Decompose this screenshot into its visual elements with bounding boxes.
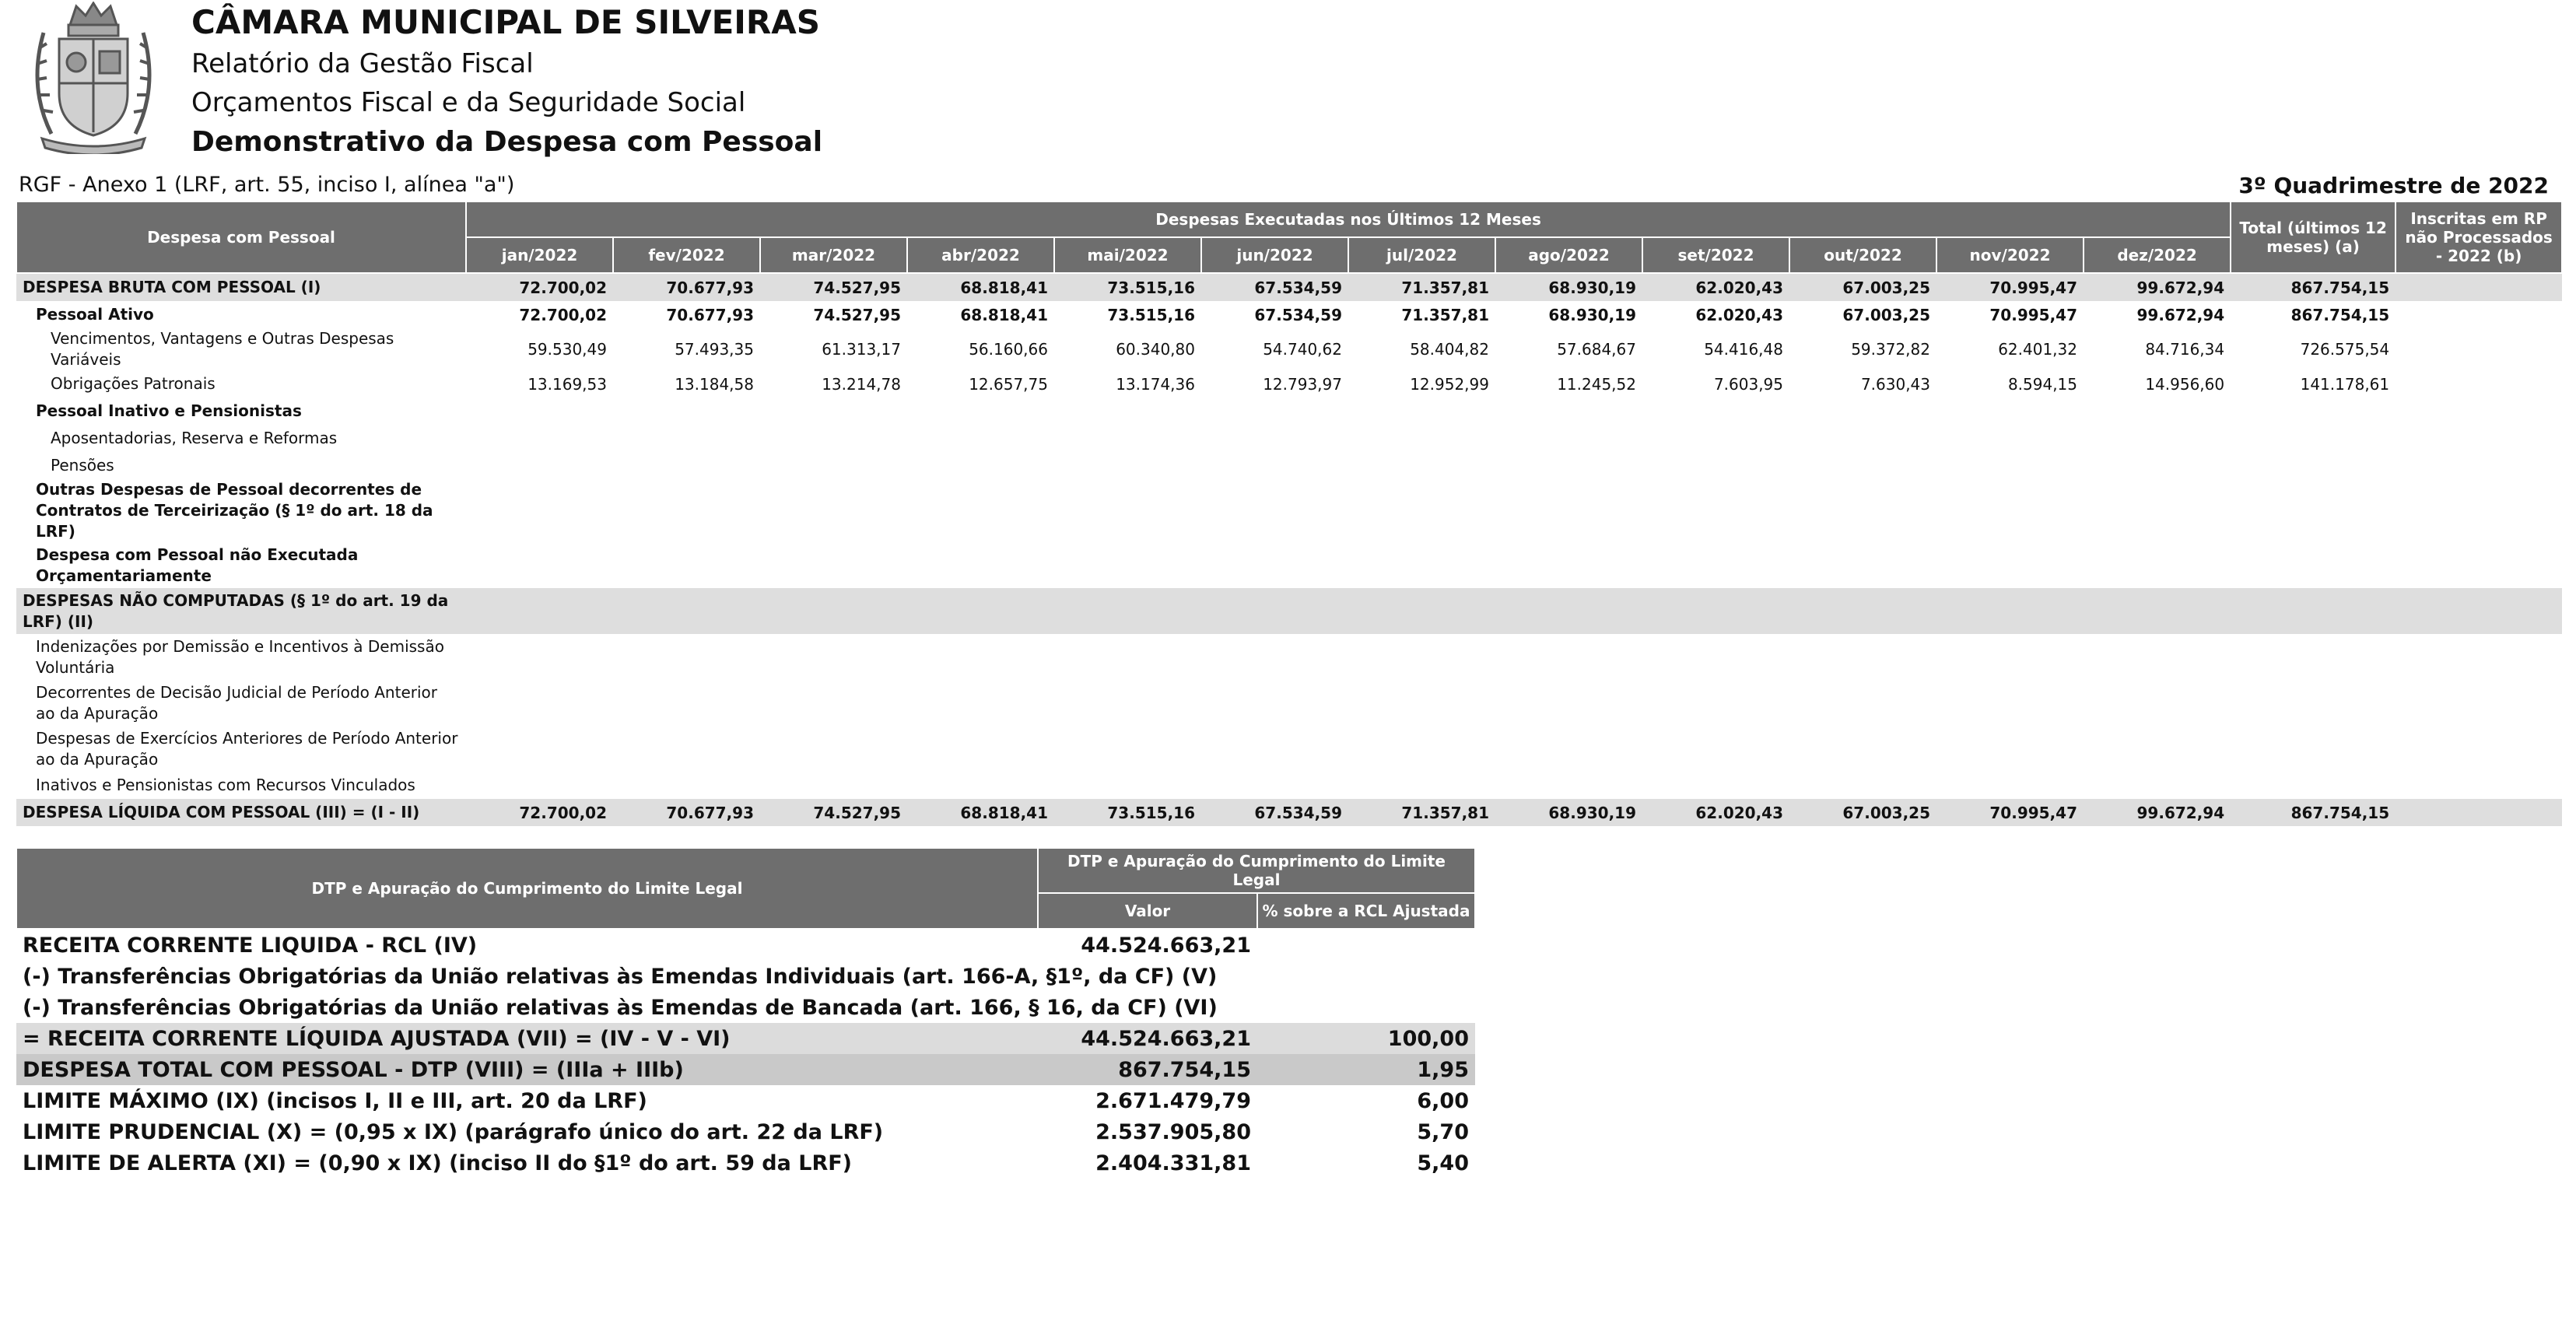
- rp-value: [2396, 398, 2562, 425]
- month-value: [1348, 398, 1495, 425]
- month-value: [1054, 634, 1201, 680]
- month-value: [1789, 680, 1936, 726]
- row-label: Outras Despesas de Pessoal decorrentes de Contratos de Terceirização (§ 1º do art. 18 da LRF): [36, 480, 433, 541]
- month-value: 72.700,02: [519, 305, 607, 324]
- month-value: [760, 425, 907, 452]
- month-value: [2084, 452, 2231, 479]
- month-value: 8.594,15: [2007, 374, 2077, 394]
- valor-value: 867.754,15: [1038, 1054, 1257, 1085]
- month-value: [613, 479, 760, 542]
- month-value: 59.530,49: [527, 340, 607, 359]
- month-value: [1348, 680, 1495, 726]
- rp-value: [2396, 588, 2562, 634]
- month-value: [1201, 452, 1348, 479]
- month-header: jun/2022: [1201, 237, 1348, 273]
- total-value: 141.178,61: [2300, 374, 2390, 394]
- month-value: 70.677,93: [666, 305, 754, 324]
- page-title: CÂMARA MUNICIPAL DE SILVEIRAS: [191, 3, 820, 41]
- month-value: 67.534,59: [1201, 799, 1348, 826]
- month-value: [1789, 398, 1936, 425]
- month-value: 70.677,93: [613, 273, 760, 301]
- month-header: set/2022: [1642, 237, 1789, 273]
- month-header: abr/2022: [907, 237, 1054, 273]
- month-value: [760, 542, 907, 588]
- total-value: [2231, 452, 2396, 479]
- valor-value: 2.537.905,80: [1095, 1119, 1251, 1144]
- month-value: [2084, 542, 2231, 588]
- month-header: dez/2022: [2084, 237, 2231, 273]
- table-row: [16, 452, 2562, 479]
- month-value: [1348, 479, 1495, 542]
- header-dtp-group: DTP e Apuração do Cumprimento do Limite Legal: [1038, 848, 1475, 893]
- month-value: [1789, 588, 1936, 634]
- month-value: [613, 680, 760, 726]
- month-value: 54.740,62: [1263, 340, 1342, 359]
- month-value: [1054, 542, 1201, 588]
- month-value: [1495, 772, 1642, 799]
- month-value: 74.527,95: [813, 305, 901, 324]
- month-value: 99.672,94: [2136, 305, 2225, 324]
- month-value: 67.534,59: [1254, 305, 1342, 324]
- month-value: [1348, 772, 1495, 799]
- month-value: 99.672,94: [2084, 799, 2231, 826]
- month-value: [1642, 772, 1789, 799]
- total-value: [2231, 772, 2396, 799]
- total-value: 867.754,15: [2231, 799, 2396, 826]
- month-value: 13.214,78: [822, 374, 901, 394]
- month-value: [1054, 726, 1201, 772]
- header-despesa: Despesa com Pessoal: [16, 201, 466, 273]
- month-value: 71.357,81: [1348, 273, 1495, 301]
- month-value: [613, 726, 760, 772]
- pct-value: 100,00: [1257, 1023, 1475, 1054]
- month-value: [1642, 588, 1789, 634]
- row-label: DESPESAS NÃO COMPUTADAS (§ 1º do art. 19 da LRF) (II): [16, 588, 466, 634]
- limits-table: [16, 847, 1476, 1179]
- rp-value: [2396, 425, 2562, 452]
- month-value: 57.493,35: [675, 340, 754, 359]
- month-value: [613, 398, 760, 425]
- month-value: [613, 425, 760, 452]
- pct-value: 5,40: [1417, 1151, 1469, 1175]
- row-label: (-) Transferências Obrigatórias da União relativas às Emendas Individuais (art. 166-A, §1º, da CF) (V): [23, 964, 1218, 989]
- month-value: 13.174,36: [1116, 374, 1195, 394]
- report-name: Relatório da Gestão Fiscal: [191, 48, 534, 79]
- month-value: [760, 634, 907, 680]
- month-value: [1201, 772, 1348, 799]
- total-value: [2231, 588, 2396, 634]
- month-value: [760, 588, 907, 634]
- table-row: [16, 273, 2562, 301]
- month-value: 67.003,25: [1842, 305, 1930, 324]
- month-value: 73.515,16: [1107, 305, 1195, 324]
- header-total: Total (últimos 12 meses) (a): [2231, 201, 2396, 273]
- month-value: [1642, 425, 1789, 452]
- rp-value: [2396, 726, 2562, 772]
- row-label: Vencimentos, Vantagens e Outras Despesas Variáveis: [51, 329, 394, 369]
- month-value: [907, 452, 1054, 479]
- table-row: [16, 479, 2562, 542]
- month-value: 71.357,81: [1401, 305, 1489, 324]
- month-value: 68.818,41: [960, 305, 1048, 324]
- valor-value: 2.671.479,79: [1095, 1088, 1251, 1113]
- month-value: 70.995,47: [1936, 799, 2084, 826]
- month-header: out/2022: [1789, 237, 1936, 273]
- month-value: 12.657,75: [969, 374, 1048, 394]
- month-value: [1642, 726, 1789, 772]
- month-value: [1054, 588, 1201, 634]
- rp-value: [2396, 772, 2562, 799]
- month-value: [1936, 772, 2084, 799]
- month-value: [613, 452, 760, 479]
- pct-value: 5,70: [1417, 1119, 1469, 1144]
- row-label: Pessoal Inativo e Pensionistas: [36, 401, 302, 420]
- month-value: [1936, 680, 2084, 726]
- month-value: 72.700,02: [466, 273, 613, 301]
- month-value: 14.956,60: [2145, 374, 2225, 394]
- month-value: [1495, 452, 1642, 479]
- table-row: [16, 588, 2562, 634]
- month-value: [2084, 726, 2231, 772]
- month-value: [466, 425, 613, 452]
- total-value: [2231, 680, 2396, 726]
- month-value: [613, 772, 760, 799]
- month-value: [1201, 680, 1348, 726]
- month-value: [907, 772, 1054, 799]
- pct-value: [1257, 961, 1475, 992]
- month-header: jan/2022: [466, 237, 613, 273]
- month-value: [1936, 588, 2084, 634]
- month-value: [760, 452, 907, 479]
- table-row: [16, 370, 2562, 398]
- month-value: 67.534,59: [1201, 273, 1348, 301]
- month-value: 56.160,66: [969, 340, 1048, 359]
- month-value: [466, 542, 613, 588]
- row-label: RECEITA CORRENTE LIQUIDA - RCL (IV): [23, 933, 478, 958]
- month-value: [1789, 452, 1936, 479]
- month-value: [466, 588, 613, 634]
- month-value: 99.672,94: [2084, 273, 2231, 301]
- table-row: [16, 772, 2562, 799]
- table-row: [16, 398, 2562, 425]
- month-value: 13.169,53: [527, 374, 607, 394]
- month-value: [1642, 634, 1789, 680]
- rp-value: [2396, 301, 2562, 328]
- month-value: [1936, 542, 2084, 588]
- month-value: [1054, 772, 1201, 799]
- month-value: [2084, 398, 2231, 425]
- month-value: [1789, 425, 1936, 452]
- month-value: [907, 542, 1054, 588]
- period-label: 3º Quadrimestre de 2022: [2238, 173, 2549, 198]
- header-dtp: DTP e Apuração do Cumprimento do Limite Legal: [16, 848, 1038, 929]
- table-row: [16, 1116, 1475, 1147]
- total-value: [2231, 479, 2396, 542]
- month-value: [2084, 588, 2231, 634]
- month-value: [1054, 680, 1201, 726]
- month-value: [1348, 452, 1495, 479]
- month-value: [466, 479, 613, 542]
- month-value: [1495, 398, 1642, 425]
- month-value: [2084, 680, 2231, 726]
- row-label: Obrigações Patronais: [51, 374, 216, 393]
- month-value: [2084, 772, 2231, 799]
- month-value: [1054, 452, 1201, 479]
- table-row: [16, 726, 2562, 772]
- month-value: 62.020,43: [1695, 305, 1783, 324]
- report-scope: Orçamentos Fiscal e da Seguridade Social: [191, 87, 746, 118]
- month-value: 68.930,19: [1495, 799, 1642, 826]
- month-value: [2084, 634, 2231, 680]
- row-label: (-) Transferências Obrigatórias da União relativas às Emendas de Bancada (art. 166, § 16, da CF) (VI): [23, 995, 1218, 1020]
- month-value: 12.793,97: [1263, 374, 1342, 394]
- month-value: 7.630,43: [1860, 374, 1930, 394]
- total-value: [2231, 634, 2396, 680]
- month-value: [1936, 398, 2084, 425]
- month-value: [760, 479, 907, 542]
- month-value: [1495, 680, 1642, 726]
- month-value: 67.003,25: [1789, 799, 1936, 826]
- month-value: 74.527,95: [760, 799, 907, 826]
- annex-reference: RGF - Anexo 1 (LRF, art. 55, inciso I, alínea "a"): [19, 173, 515, 197]
- month-value: 68.818,41: [907, 799, 1054, 826]
- month-value: [760, 680, 907, 726]
- month-value: [1789, 634, 1936, 680]
- row-label: Decorrentes de Decisão Judicial de Período Anterior ao da Apuração: [36, 682, 437, 723]
- table-row: [16, 799, 2562, 826]
- table-row: [16, 680, 2562, 726]
- month-value: [907, 425, 1054, 452]
- total-value: 726.575,54: [2300, 340, 2390, 359]
- month-value: [1201, 634, 1348, 680]
- month-value: [2084, 479, 2231, 542]
- month-header: nov/2022: [1936, 237, 2084, 273]
- header-group: Despesas Executadas nos Últimos 12 Meses: [466, 201, 2231, 237]
- row-label: = RECEITA CORRENTE LÍQUIDA AJUSTADA (VII) = (IV - V - VI): [16, 1023, 1038, 1054]
- table-row: [16, 1147, 1475, 1179]
- row-label: Aposentadorias, Reserva e Reformas: [51, 429, 338, 447]
- month-value: 71.357,81: [1348, 799, 1495, 826]
- month-value: [466, 726, 613, 772]
- month-value: [1201, 398, 1348, 425]
- month-value: 73.515,16: [1054, 273, 1201, 301]
- table-row: [16, 929, 1475, 961]
- month-value: [760, 726, 907, 772]
- row-label: Pessoal Ativo: [36, 305, 154, 324]
- month-value: 68.818,41: [907, 273, 1054, 301]
- month-value: [466, 452, 613, 479]
- month-header: mar/2022: [760, 237, 907, 273]
- month-value: [1789, 542, 1936, 588]
- valor-value: 2.404.331,81: [1095, 1151, 1251, 1175]
- rp-value: [2396, 479, 2562, 542]
- total-value: 867.754,15: [2231, 273, 2396, 301]
- row-label: DESPESA BRUTA COM PESSOAL (I): [16, 273, 466, 301]
- month-value: [1936, 452, 2084, 479]
- month-value: [1642, 542, 1789, 588]
- month-value: [1789, 772, 1936, 799]
- row-label: LIMITE DE ALERTA (XI) = (0,90 x IX) (inciso II do §1º do art. 59 da LRF): [23, 1151, 853, 1175]
- rp-value: [2396, 634, 2562, 680]
- month-value: 7.603,95: [1713, 374, 1783, 394]
- month-value: 68.930,19: [1495, 273, 1642, 301]
- table-row: [16, 301, 2562, 328]
- table-row: [16, 542, 2562, 588]
- row-label: Despesa com Pessoal não Executada Orçamentariamente: [36, 545, 359, 585]
- pct-value: [1257, 929, 1475, 961]
- month-value: 67.003,25: [1789, 273, 1936, 301]
- table-row: [16, 634, 2562, 680]
- total-value: [2231, 398, 2396, 425]
- month-value: [466, 398, 613, 425]
- month-value: 11.245,52: [1557, 374, 1636, 394]
- month-value: [1642, 398, 1789, 425]
- row-label: Indenizações por Demissão e Incentivos à Demissão Voluntária: [36, 636, 444, 677]
- month-value: [466, 680, 613, 726]
- rp-value: [2396, 799, 2562, 826]
- month-value: [760, 772, 907, 799]
- row-label: Pensões: [51, 456, 114, 475]
- month-value: 72.700,02: [466, 799, 613, 826]
- rp-value: [2396, 680, 2562, 726]
- month-value: 12.952,99: [1410, 374, 1489, 394]
- month-value: [613, 588, 760, 634]
- month-value: 57.684,67: [1557, 340, 1636, 359]
- month-value: 84.716,34: [2145, 340, 2225, 359]
- rp-value: [2396, 452, 2562, 479]
- pct-value: 6,00: [1417, 1088, 1469, 1113]
- month-value: 62.020,43: [1642, 273, 1789, 301]
- month-value: [466, 772, 613, 799]
- month-value: 74.527,95: [760, 273, 907, 301]
- table-row: [16, 328, 2562, 370]
- month-value: [1054, 479, 1201, 542]
- report-subtitle: Demonstrativo da Despesa com Pessoal: [191, 126, 823, 158]
- month-value: 62.401,32: [1998, 340, 2077, 359]
- month-value: [760, 398, 907, 425]
- month-value: [1348, 634, 1495, 680]
- month-value: [1201, 726, 1348, 772]
- month-value: 59.372,82: [1851, 340, 1930, 359]
- month-value: [613, 542, 760, 588]
- valor-value: 44.524.663,21: [1081, 933, 1251, 958]
- month-value: [1495, 425, 1642, 452]
- month-value: [1936, 726, 2084, 772]
- month-value: [907, 398, 1054, 425]
- month-value: [1642, 680, 1789, 726]
- header-pct: % sobre a RCL Ajustada: [1257, 893, 1475, 929]
- month-value: [1495, 588, 1642, 634]
- month-value: 70.677,93: [613, 799, 760, 826]
- table-row: [16, 992, 1475, 1023]
- table-row: [16, 961, 1475, 992]
- month-header: ago/2022: [1495, 237, 1642, 273]
- month-value: 60.340,80: [1116, 340, 1195, 359]
- month-value: 13.184,58: [675, 374, 754, 394]
- total-value: 867.754,15: [2290, 305, 2390, 324]
- month-value: 70.995,47: [1936, 273, 2084, 301]
- row-label: DESPESA TOTAL COM PESSOAL - DTP (VIII) = (IIIa + IIIb): [16, 1054, 1038, 1085]
- month-value: [1348, 542, 1495, 588]
- month-value: [907, 634, 1054, 680]
- month-value: [1054, 425, 1201, 452]
- row-label: Inativos e Pensionistas com Recursos Vinculados: [36, 776, 415, 794]
- month-value: [907, 680, 1054, 726]
- rp-value: [2396, 370, 2562, 398]
- month-value: 73.515,16: [1054, 799, 1201, 826]
- month-value: [1495, 479, 1642, 542]
- month-header: mai/2022: [1054, 237, 1201, 273]
- row-label: LIMITE MÁXIMO (IX) (incisos I, II e III, art. 20 da LRF): [23, 1088, 647, 1113]
- municipal-crest-logo: [20, 2, 166, 154]
- table-row: [16, 425, 2562, 452]
- month-value: [907, 588, 1054, 634]
- total-value: [2231, 726, 2396, 772]
- month-value: 61.313,17: [822, 340, 901, 359]
- month-value: [1495, 542, 1642, 588]
- month-value: [1495, 726, 1642, 772]
- row-label: LIMITE PRUDENCIAL (X) = (0,95 x IX) (parágrafo único do art. 22 da LRF): [23, 1119, 884, 1144]
- total-value: [2231, 542, 2396, 588]
- month-value: [1348, 425, 1495, 452]
- month-value: [907, 726, 1054, 772]
- month-value: 58.404,82: [1410, 340, 1489, 359]
- month-value: [1789, 726, 1936, 772]
- month-value: [1201, 479, 1348, 542]
- month-value: 54.416,48: [1704, 340, 1783, 359]
- month-value: 68.930,19: [1548, 305, 1636, 324]
- table-row: [16, 1085, 1475, 1116]
- rp-value: [2396, 328, 2562, 370]
- row-label: Despesas de Exercícios Anteriores de Período Anterior ao da Apuração: [36, 728, 458, 769]
- month-value: [1054, 398, 1201, 425]
- month-value: [1936, 634, 2084, 680]
- month-value: [466, 634, 613, 680]
- table-row: [16, 1054, 1475, 1085]
- month-value: 62.020,43: [1642, 799, 1789, 826]
- pct-value: 1,95: [1257, 1054, 1475, 1085]
- header-valor: Valor: [1038, 893, 1257, 929]
- valor-value: 44.524.663,21: [1038, 1023, 1257, 1054]
- month-value: [1642, 452, 1789, 479]
- expenses-table: [16, 201, 2563, 826]
- table-row: [16, 1023, 1475, 1054]
- month-value: [613, 634, 760, 680]
- month-value: [1936, 425, 2084, 452]
- month-value: 70.995,47: [1989, 305, 2077, 324]
- month-value: [1348, 726, 1495, 772]
- header-rp: Inscritas em RP não Processados - 2022 (b): [2396, 201, 2562, 273]
- month-value: [1495, 634, 1642, 680]
- row-label: DESPESA LÍQUIDA COM PESSOAL (III) = (I - II): [16, 799, 466, 826]
- month-value: [1201, 588, 1348, 634]
- month-header: fev/2022: [613, 237, 760, 273]
- month-value: [907, 479, 1054, 542]
- month-value: [1201, 425, 1348, 452]
- month-value: [1936, 479, 2084, 542]
- total-value: [2231, 425, 2396, 452]
- month-value: [1348, 588, 1495, 634]
- month-value: [1789, 479, 1936, 542]
- month-value: [1201, 542, 1348, 588]
- rp-value: [2396, 273, 2562, 301]
- rp-value: [2396, 542, 2562, 588]
- month-value: [1642, 479, 1789, 542]
- pct-value: [1257, 992, 1475, 1023]
- month-value: [2084, 425, 2231, 452]
- month-header: jul/2022: [1348, 237, 1495, 273]
